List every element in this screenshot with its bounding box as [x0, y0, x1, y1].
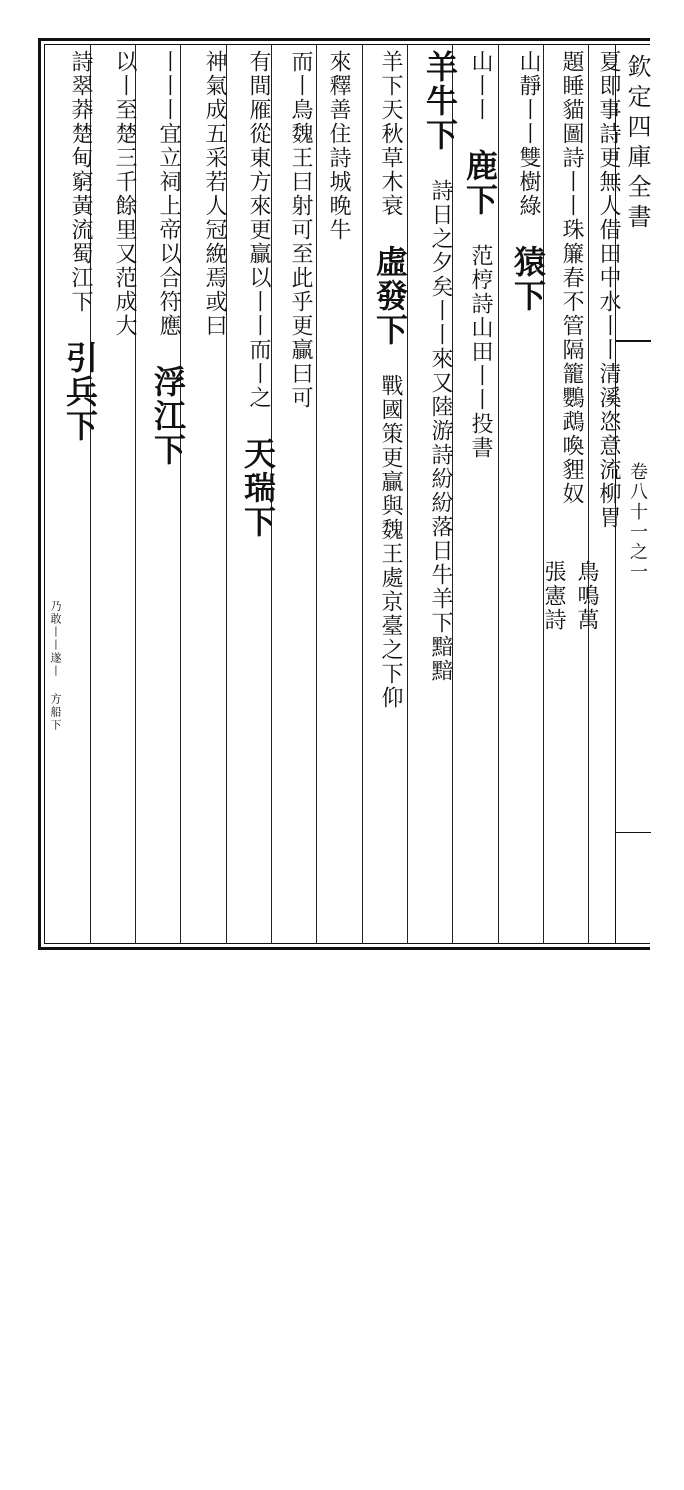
entry-heading: 鹿下	[461, 149, 499, 217]
entry-heading: 天瑞下	[239, 437, 277, 539]
entry-heading: 浮江下	[149, 365, 187, 467]
column-text: 神氣成五采若人冠絻焉或曰	[202, 50, 227, 338]
text-column	[196, 50, 232, 940]
entry-heading: 羊牛下	[421, 50, 459, 152]
book-title: 欽定四庫全書	[623, 54, 651, 234]
entry-heading: 猿下	[509, 245, 547, 313]
entry-heading: 方船下	[49, 693, 62, 732]
column-text: 乃敢丨丨遂丨	[49, 600, 62, 678]
text-column	[150, 50, 186, 940]
column-text: 以丨至楚三千餘里又范成大	[112, 50, 137, 338]
column-text: 羊下天秋草木衰	[378, 50, 403, 218]
column-text: 范梈詩山田丨丨投書	[468, 244, 493, 460]
column-text: 張憲詩	[541, 560, 566, 632]
column-text: 鳥鳴萬	[574, 560, 599, 632]
text-column	[240, 50, 276, 940]
column-rule	[362, 44, 363, 944]
column-text: 丨丨丨宜立祠上帝以合符應	[156, 50, 181, 338]
column-text: 有間雁從東方來更贏以丨丨而丨之	[246, 50, 271, 410]
text-column	[282, 50, 318, 940]
column-text: 來釋善住詩城晚牛	[326, 50, 351, 242]
text-column	[320, 50, 356, 940]
text-column	[106, 50, 142, 940]
entry-heading: 引兵下	[61, 341, 99, 443]
text-column	[462, 50, 498, 940]
column-text: 詩翠莽楚甸窮黃流蜀江下	[68, 50, 93, 314]
text-column	[568, 560, 604, 940]
column-text: 戰國策更贏與魏王處京臺之下仰	[378, 374, 403, 710]
column-text: 題睡貓圖詩丨丨珠簾春不管隔籠鸚鵡喚貍奴	[559, 50, 584, 506]
column-text: 而丨鳥魏王曰射可至此乎更贏曰可	[288, 50, 313, 410]
entry-heading: 虛發下	[371, 245, 409, 347]
column-text: 山靜丨丨雙樹綠	[516, 50, 541, 218]
text-column	[535, 560, 571, 940]
volume-label: 卷八十一之一	[627, 462, 648, 582]
column-text: 山丨丨	[468, 50, 493, 122]
text-column	[410, 50, 458, 940]
column-text: 夏即事詩更無人借田中水丨丨清溪恣意流柳胃	[596, 50, 621, 530]
column-text: 詩日之夕矣丨丨來又陸游詩紛紛落日牛羊下黯黯	[428, 179, 453, 683]
text-column	[372, 50, 408, 940]
text-column	[48, 600, 62, 1490]
text-column	[62, 50, 98, 940]
